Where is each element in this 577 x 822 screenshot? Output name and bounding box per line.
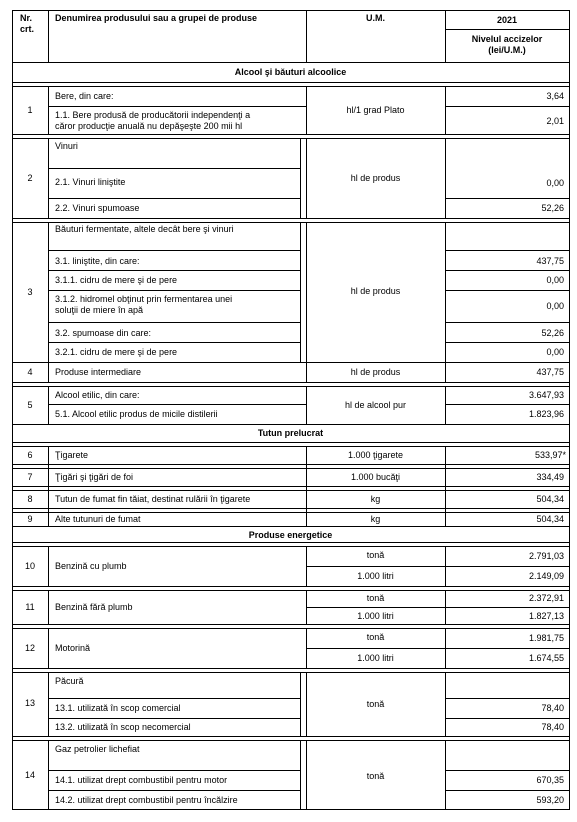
g14-sub1: 14.1. utilizat drept combustibil pentru motor: [55, 775, 228, 785]
g1-nr: 1: [27, 105, 33, 115]
g2-sub2-value: 52,26: [541, 203, 564, 213]
g3-sub5: 3.2.1. cidru de mere şi de pere: [55, 347, 178, 357]
g14-label: Gaz petrolier lichefiat: [55, 744, 140, 754]
g13-nr: 13: [24, 698, 35, 708]
g4-value: 437,75: [536, 367, 564, 377]
g3-sub2: 3.1.1. cidru de mere şi de pere: [55, 275, 178, 285]
g8-value: 504,34: [536, 494, 564, 504]
g6-value: 533,97*: [534, 450, 566, 460]
g1-sub1-value: 2,01: [546, 116, 564, 126]
g3-sub3-line1: 3.1.2. hidromel obţinut prin fermentarea unei: [55, 294, 233, 304]
g3-nr: 3: [27, 287, 33, 297]
g3-um: hl de produs: [350, 286, 401, 296]
g1-um: hl/1 grad Plato: [346, 105, 405, 115]
g12-um2: 1.000 litri: [357, 653, 394, 663]
g10-value1: 2.791,03: [528, 551, 564, 561]
g10-um2: 1.000 litri: [357, 571, 394, 581]
g3-label: Băuturi fermentate, altele decât bere şi vinuri: [55, 224, 234, 234]
g13-sub2: 13.2. utilizată în scop necomercial: [55, 722, 191, 732]
g9-value: 504,34: [536, 514, 564, 524]
g11-value2: 1.827,13: [528, 611, 564, 621]
g12-um1: tonă: [366, 632, 385, 642]
header-level-2: (lei/U.M.): [488, 45, 526, 55]
header-level-1: Nivelul accizelor: [471, 34, 543, 44]
g1-label: Bere, din care:: [55, 91, 114, 101]
g2-sub2: 2.2. Vinuri spumoase: [55, 203, 140, 213]
g14-sub2: 14.2. utilizat drept combustibil pentru încălzire: [55, 795, 238, 805]
header-nr: Nr.: [20, 13, 33, 23]
g10-nr: 10: [24, 561, 35, 571]
g5-nr: 5: [27, 400, 33, 410]
g5-um: hl de alcool pur: [344, 400, 407, 410]
header-year: 2021: [496, 15, 518, 25]
g12-label: Motorină: [55, 643, 91, 653]
g3-sub3-line2: soluţii de miere în apă: [55, 305, 144, 315]
section-tobacco: Tutun prelucrat: [257, 428, 324, 438]
g11-um1: tonă: [366, 593, 385, 603]
g13-sub1-value: 78,40: [541, 703, 564, 713]
g8-label: Tutun de fumat fin tăiat, destinat rulării în ţigarete: [55, 494, 251, 504]
g6-nr: 6: [27, 450, 33, 460]
g4-um: hl de produs: [350, 367, 401, 377]
header-crt: crt.: [20, 24, 35, 34]
g13-sub2-value: 78,40: [541, 722, 564, 732]
g3-sub4: 3.2. spumoase din care:: [55, 328, 152, 338]
g12-value2: 1.674,55: [528, 653, 564, 663]
g11-label: Benzină fără plumb: [55, 602, 133, 612]
g1-sub1-line1: 1.1. Bere produsă de producătorii independenţi a: [55, 110, 251, 120]
g6-label: Ţigarete: [55, 450, 89, 460]
g13-label: Păcură: [55, 676, 84, 686]
header-product: Denumirea produsului sau a grupei de produse: [55, 13, 258, 23]
g11-value1: 2.372,91: [528, 593, 564, 603]
header-um: U.M.: [366, 13, 385, 23]
g11-um2: 1.000 litri: [357, 611, 394, 621]
g2-sub1: 2.1. Vinuri liniştite: [55, 177, 126, 187]
g2-um: hl de produs: [350, 173, 401, 183]
g2-nr: 2: [27, 173, 33, 183]
section-alcohol: Alcool şi băuturi alcoolice: [234, 67, 347, 77]
g5-sub1: 5.1. Alcool etilic produs de micile distilerii: [55, 409, 218, 419]
g9-um: kg: [370, 514, 381, 524]
g6-um: 1.000 ţigarete: [347, 450, 404, 460]
g3-sub1-value: 437,75: [536, 256, 564, 266]
g3-sub2-value: 0,00: [546, 275, 564, 285]
g7-label: Ţigări şi ţigări de foi: [55, 472, 134, 482]
g7-um: 1.000 bucăţi: [350, 472, 401, 482]
g4-label: Produse intermediare: [55, 367, 142, 377]
g3-sub3-value: 0,00: [546, 301, 564, 311]
g9-label: Alte tutunuri de fumat: [55, 514, 141, 524]
g10-value2: 2.149,09: [528, 571, 564, 581]
g14-sub1-value: 670,35: [536, 775, 564, 785]
g14-sub2-value: 593,20: [536, 795, 564, 805]
g5-value: 3.647,93: [528, 390, 564, 400]
g2-label: Vinuri: [55, 141, 78, 151]
g5-sub1-value: 1.823,96: [528, 409, 564, 419]
g1-value: 3,64: [546, 91, 564, 101]
g2-sub1-value: 0,00: [546, 178, 564, 188]
g12-nr: 12: [24, 643, 35, 653]
g9-nr: 9: [27, 514, 33, 524]
g8-um: kg: [370, 494, 381, 504]
g10-label: Benzină cu plumb: [55, 561, 127, 571]
g12-value1: 1.981,75: [528, 633, 564, 643]
g11-nr: 11: [25, 602, 35, 612]
g13-sub1: 13.1. utilizată în scop comercial: [55, 703, 181, 713]
section-energy: Produse energetice: [248, 530, 333, 540]
g3-sub5-value: 0,00: [546, 347, 564, 357]
g14-um: tonă: [366, 771, 385, 781]
g1-sub1-line2: căror producţie anuală nu depăşeşte 200 mii hl: [55, 121, 243, 131]
g3-sub1: 3.1. liniştite, din care:: [55, 256, 140, 266]
g3-sub4-value: 52,26: [541, 328, 564, 338]
g7-nr: 7: [27, 472, 33, 482]
g5-label: Alcool etilic, din care:: [55, 390, 140, 400]
g10-um1: tonă: [366, 550, 385, 560]
g7-value: 334,49: [536, 472, 564, 482]
g13-um: tonă: [366, 699, 385, 709]
g4-nr: 4: [27, 367, 33, 377]
g8-nr: 8: [27, 494, 33, 504]
g14-nr: 14: [24, 770, 35, 780]
